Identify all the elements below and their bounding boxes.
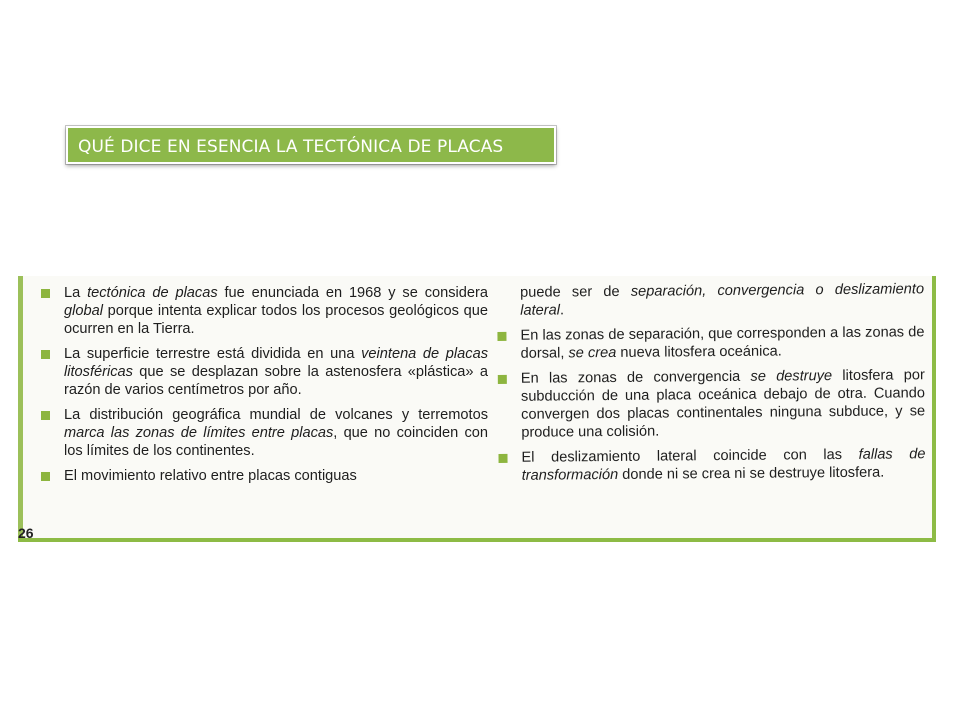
body-text: En las zonas de convergencia xyxy=(520,368,751,387)
emphasis-text: marca las zonas de límites entre placas xyxy=(64,425,334,441)
bullet-square-icon xyxy=(497,332,506,341)
bullet-item xyxy=(495,366,926,442)
bullet-square-icon xyxy=(41,350,50,359)
emphasis-text: fallas de transformación xyxy=(521,446,926,484)
right-column xyxy=(494,280,926,492)
bullet-text xyxy=(520,323,924,363)
emphasis-text: veintena de placas litosféricas xyxy=(64,346,488,380)
body-text: nueva litosfera oceánica. xyxy=(616,343,782,361)
body-text: La distribución geográfica mundial de volcanes y terremotos xyxy=(64,407,488,423)
scanned-text-excerpt xyxy=(18,276,936,542)
bullet-item xyxy=(495,445,925,485)
bullet-text xyxy=(64,467,488,485)
body-text: El deslizamiento lateral coincide con las xyxy=(521,446,859,466)
bullet-square-icon xyxy=(41,289,50,298)
bullet-item xyxy=(38,345,488,399)
body-text: En las zonas de separación, que corresponden a las zonas de dorsal, xyxy=(520,324,925,362)
bullet-text xyxy=(521,366,926,442)
continued-paragraph xyxy=(494,280,924,320)
body-text: El movimiento relativo entre placas contiguas xyxy=(64,468,357,484)
bullet-item xyxy=(494,323,924,363)
bullet-square-icon xyxy=(498,375,507,384)
left-column xyxy=(38,284,488,492)
bullet-text xyxy=(64,406,488,460)
emphasis-text: se crea xyxy=(568,344,617,362)
bullet-square-icon xyxy=(41,472,50,481)
emphasis-text: separación, convergencia o deslizamiento lateral xyxy=(520,281,925,319)
body-text: La xyxy=(64,285,88,301)
bullet-item xyxy=(38,406,488,460)
emphasis-text: global xyxy=(64,303,103,319)
body-text: fue enunciada en 1968 y se considera xyxy=(217,285,488,301)
bullet-item xyxy=(38,467,488,485)
emphasis-text: se destruye xyxy=(750,368,833,385)
body-text: La superficie terrestre está dividida en una xyxy=(64,346,362,362)
bullet-text xyxy=(64,284,488,338)
bullet-item xyxy=(38,284,488,338)
body-text: , que no coinciden con los límites de los continentes. xyxy=(64,425,488,459)
emphasis-text: tectónica de placas xyxy=(87,285,218,301)
bullet-text xyxy=(520,280,924,320)
body-text: porque intenta explicar todos los procesos geológicos que ocurren en la Tierra. xyxy=(64,303,488,337)
body-text: donde ni se crea ni se destruye litosfera. xyxy=(618,464,885,483)
bullet-text xyxy=(64,345,488,399)
title-banner xyxy=(66,126,556,164)
body-text: . xyxy=(559,302,565,319)
body-text: litosfera por subducción de una placa oceánica debajo de otra. Cuando convergen dos placas continentales ninguna subduce, y se produce una colisión. xyxy=(520,367,926,441)
body-text: puede ser de xyxy=(520,283,631,301)
bullet-square-icon xyxy=(41,411,50,420)
body-text: que se desplazan sobre la astenosfera «plástica» a razón de varios centímetros por año. xyxy=(64,364,488,398)
page-edge xyxy=(18,276,23,538)
title-text: QUÉ DICE EN ESENCIA LA TECTÓNICA DE PLACAS xyxy=(78,137,504,157)
page-number: 26 xyxy=(18,525,34,541)
bullet-text xyxy=(521,445,925,485)
bullet-square-icon xyxy=(498,454,507,463)
